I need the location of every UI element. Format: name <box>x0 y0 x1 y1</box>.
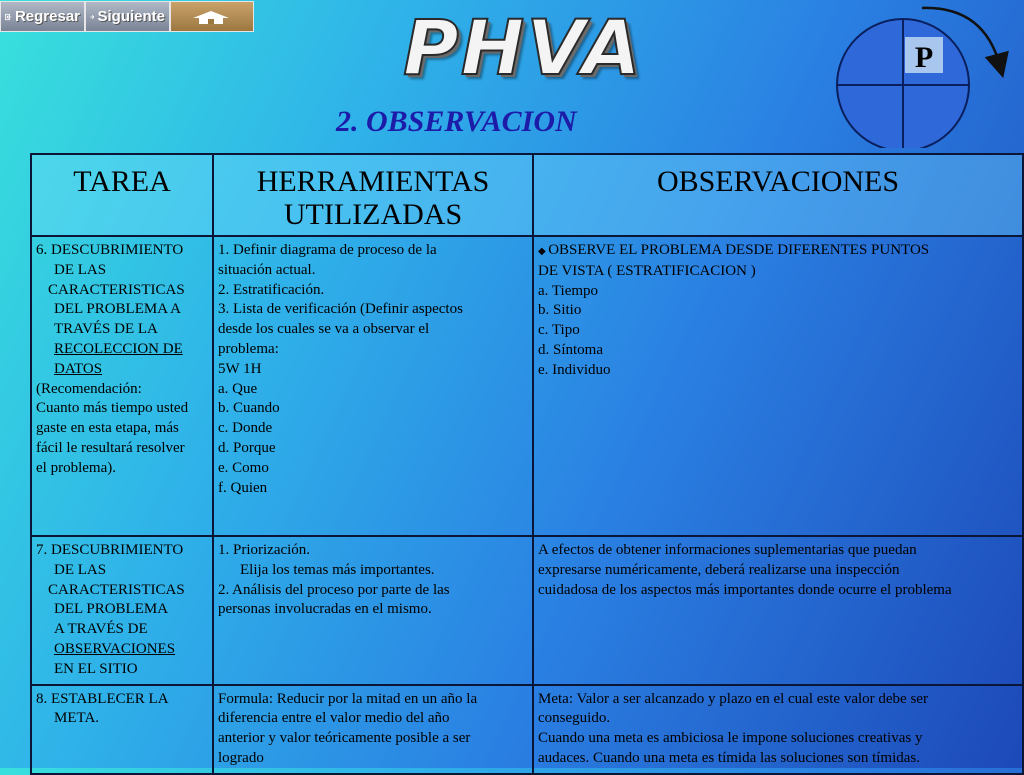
cell-line: problema: <box>218 340 279 357</box>
cell-line: DEL PROBLEMA <box>54 601 169 618</box>
table-row <box>31 685 1023 774</box>
home-icon <box>189 8 233 26</box>
next-arrow-icon <box>90 8 94 26</box>
cell-line: DEL PROBLEMA A <box>54 301 181 318</box>
cell-line: el problema). <box>36 459 116 476</box>
cycle-letter: P <box>914 41 934 74</box>
table-row <box>31 236 1023 536</box>
cell-line: gaste en esta etapa, más <box>36 420 179 437</box>
cell-line: cuidadosa de los aspectos más importantes donde ocurre el problema <box>538 581 952 598</box>
cell-tarea <box>31 536 213 685</box>
diamond-bullet-icon: ◆ <box>538 246 549 257</box>
cell-line: TRAVÉS DE LA <box>54 321 158 338</box>
page-title: PHVA <box>403 3 643 92</box>
cell-line: Meta: Valor a ser alcanzado y plazo en el cual este valor debe ser <box>538 690 928 707</box>
cell-line: b. Sitio <box>538 302 582 319</box>
cell-line: e. Individuo <box>538 361 611 378</box>
cell-line: META. <box>54 710 100 727</box>
cell-tarea <box>31 685 213 774</box>
cell-line: EN EL SITIO <box>54 660 138 677</box>
header-herramientas: HERRAMIENTAS UTILIZADAS <box>213 154 533 236</box>
cell-line: DE LAS <box>54 561 107 578</box>
cell-herramientas <box>213 685 533 774</box>
cell-line: 6. DESCUBRIMIENTO <box>36 242 184 258</box>
cell-line: d. Síntoma <box>538 341 604 358</box>
observation-table <box>30 153 1024 775</box>
cell-line: 2. Estratificación. <box>218 281 325 298</box>
cell-line: fácil le resultará resolver <box>36 439 185 456</box>
cell-herramientas <box>213 236 533 536</box>
next-button-label: Siguiente <box>97 8 165 25</box>
table-row <box>31 536 1023 685</box>
cell-line: d. Porque <box>218 439 276 456</box>
cell-line: 1. Priorización. <box>218 542 311 558</box>
cell-observaciones <box>533 685 1023 774</box>
cell-line: A efectos de obtener informaciones suplementarias que puedan <box>538 542 917 558</box>
cell-line: 5W 1H <box>218 360 262 377</box>
cell-herramientas <box>213 536 533 685</box>
cell-tarea <box>31 236 213 536</box>
back-button-label: Regresar <box>14 8 80 25</box>
cell-line: 2. Análisis del proceso por parte de las <box>218 581 450 598</box>
cell-line: conseguido. <box>538 710 611 727</box>
back-button[interactable] <box>0 1 85 32</box>
cell-line: f. Quien <box>218 479 268 496</box>
cell-line: c. Donde <box>218 420 273 437</box>
cell-line: situación actual. <box>218 261 316 278</box>
cell-line: c. Tipo <box>538 322 580 339</box>
cell-line: desde los cuales se va a observar el <box>218 321 430 338</box>
cell-line: diferencia entre el valor medio del año <box>218 710 450 727</box>
cell-line: CARACTERISTICAS <box>48 581 185 598</box>
cell-line: OBSERVACIONES <box>54 640 176 657</box>
cell-line: RECOLECCION DE <box>54 340 183 357</box>
cell-line: Cuando una meta es ambiciosa le impone soluciones creativas y <box>538 730 923 747</box>
cell-line: 1. Definir diagrama de proceso de la <box>218 242 437 258</box>
cell-line: DATOS <box>54 360 103 377</box>
cell-line: (Recomendación: <box>36 380 142 397</box>
back-arrow-icon <box>5 8 12 26</box>
cell-line: CARACTERISTICAS <box>48 281 185 298</box>
cell-line: audaces. Cuando una meta es tímida las soluciones son tímidas. <box>538 749 921 766</box>
phva-cycle-diagram <box>834 4 1014 148</box>
cell-line: Elija los temas más importantes. <box>240 561 435 578</box>
cell-line: expresarse numéricamente, deberá realizarse una inspección <box>538 561 900 578</box>
header-observaciones: OBSERVACIONES <box>533 154 1023 236</box>
cell-line: 8. ESTABLECER LA <box>36 690 169 707</box>
cell-line: A TRAVÉS DE <box>54 621 148 638</box>
cell-line: DE VISTA ( ESTRATIFICACION ) <box>538 262 756 279</box>
home-button[interactable] <box>170 1 254 32</box>
cell-line: 7. DESCUBRIMIENTO <box>36 542 184 558</box>
cell-line: anterior y valor teóricamente posible a ser <box>218 730 471 747</box>
cell-observaciones <box>533 236 1023 536</box>
cell-line: e. Como <box>218 459 269 476</box>
nav-bar <box>0 0 254 34</box>
cell-observaciones <box>533 536 1023 685</box>
cell-line: a. Tiempo <box>538 282 599 299</box>
cell-line: a. Que <box>218 380 258 397</box>
cell-line: Formula: Reducir por la mitad en un año la <box>218 690 478 707</box>
section-subtitle: 2. OBSERVACION <box>336 105 577 138</box>
cell-line: 3. Lista de verificación (Definir aspectos <box>218 301 463 318</box>
cell-line-text: OBSERVE EL PROBLEMA DESDE DIFERENTES PUNTOS <box>548 242 930 258</box>
header-tarea: TAREA <box>31 154 213 236</box>
cell-line: personas involucradas en el mismo. <box>218 601 432 618</box>
next-button[interactable] <box>85 1 170 32</box>
cell-line: Cuanto más tiempo usted <box>36 400 189 417</box>
cell-line: logrado <box>218 749 264 766</box>
cell-line <box>538 241 1018 262</box>
cell-line: b. Cuando <box>218 400 280 417</box>
cell-line: DE LAS <box>54 261 107 278</box>
